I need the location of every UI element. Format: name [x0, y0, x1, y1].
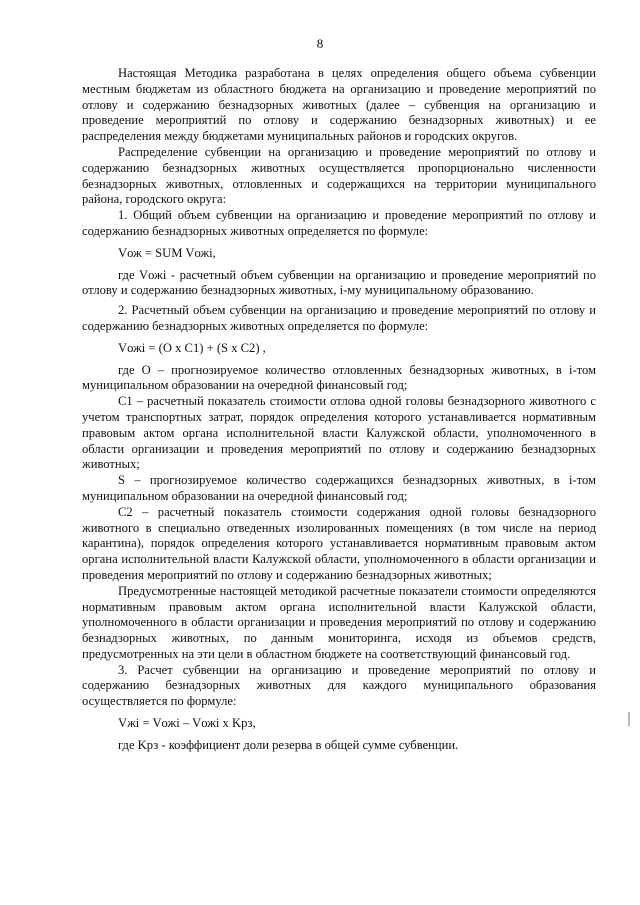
definition-s: S – прогнозируемое количество содержащихся безнадзорных животных, в i-том муниципальном образовании на очередной финансовый год;	[82, 473, 596, 503]
formula-total: Vож = SUM Vожi,	[118, 245, 216, 260]
formula-municipal: Vжi = Vожi – Vожi x Kрз,	[118, 716, 256, 731]
definition-c2: C2 – расчетный показатель стоимости содержания одной головы безнадзорного животного в специально отведенных изолированных помещениях (в том числе на период карантина), порядок определения которого устанавливается нормативным правовым актом органа исполнительной власти Калужской области, уполномоченного в области организации и проведения мероприятий по отлову и содержанию безнадзорных животных;	[82, 504, 596, 582]
definition-o: где O – прогнозируемое количество отловленных безнадзорных животных, в i-том муниципальном образовании на очередной финансовый год;	[82, 362, 596, 393]
distribution-paragraph: Распределение субвенции на организацию и проведение мероприятий по отлову и содержанию безнадзорных животных осуществляется пропорционально численности безнадзорных животных, отловленных и содержащихся на территории муниципального района, городского округа:	[82, 144, 596, 207]
formula-municipal-explanation: где Kрз - коэффициент доли резерва в общей сумме субвенции.	[118, 737, 459, 752]
item-3-paragraph: 3. Расчет субвенции на организацию и проведение мероприятий по отлову и содержанию безнадзорных животных для каждого муниципального образования осуществляется по формуле:	[82, 662, 596, 709]
margin-mark	[628, 712, 630, 726]
formula-estimated: Vожi = (O x C1) + (S x C2) ,	[118, 340, 266, 355]
indicators-paragraph: Предусмотренные настоящей методикой расчетные показатели стоимости определяются нормативным правовым актом органа исполнительной власти Калужской области, уполномоченного в области организации и проведения мероприятий по отлову и содержанию безнадзорных животных, по данным мониторинга, исходя из объемов средств, предусмотренных на эти цели в областном бюджете на соответствующий финансовый год.	[82, 583, 596, 661]
item-2-paragraph: 2. Расчетный объем субвенции на организацию и проведение мероприятий по отлову и содержанию безнадзорных животных определяется по формуле:	[82, 303, 596, 333]
intro-paragraph: Настоящая Методика разработана в целях определения общего объема субвенции местным бюджетам из областного бюджета на организацию и проведение мероприятий по отлову и содержанию безнадзорных животных (далее – субвенция на организацию и проведение мероприятий по отлову и содержанию безнадзорных животных) и ее распределения между бюджетами муниципальных районов и городских округов.	[82, 66, 596, 144]
formula-total-explanation: где Vожi - расчетный объем субвенции на организацию и проведение мероприятий по отлову и содержанию безнадзорных животных, i-му муниципальному образованию.	[82, 267, 596, 298]
document-body	[82, 66, 596, 754]
definition-c1: C1 – расчетный показатель стоимости отлова одной головы безнадзорного животного с учетом транспортных затрат, порядок определения которого устанавливается нормативным правовым актом органа исполнительной власти Калужской области, уполномоченного в области организации и проведения мероприятий по отлову и содержанию безнадзорных животных;	[82, 394, 596, 472]
page-number: 8	[316, 36, 324, 51]
item-1-paragraph: 1. Общий объем субвенции на организацию и проведение мероприятий по отлову и содержанию безнадзорных животных определяется по формуле:	[82, 208, 596, 238]
